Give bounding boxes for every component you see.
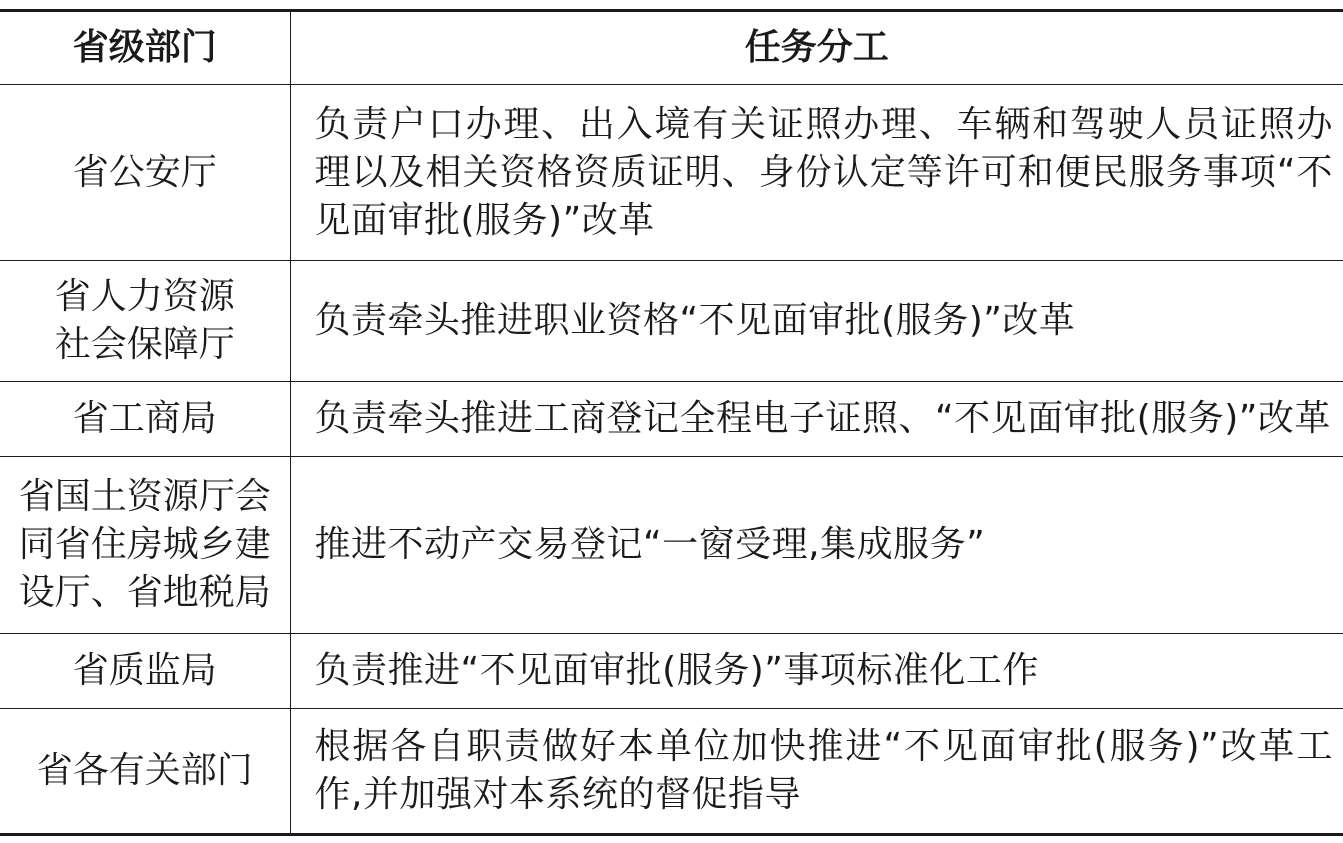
department-name: 社会保障厅 bbox=[54, 324, 235, 365]
department-name: 省工商局 bbox=[72, 398, 217, 439]
department-cell bbox=[0, 709, 290, 835]
table-row bbox=[0, 709, 1343, 835]
department-cell bbox=[0, 457, 290, 634]
task-cell: 负责推进“不见面审批(服务)”事项标准化工作 bbox=[314, 650, 1039, 691]
task-cell: 根据各自职责做好本单位加快推进“不见面审批(服务)”改革工作,并加强对本系统的督促指导 bbox=[314, 726, 1333, 815]
department-name: 设厅、省地税局 bbox=[18, 572, 271, 613]
department-cell bbox=[0, 634, 290, 709]
department-name: 省各有关部门 bbox=[36, 750, 253, 791]
table-header-row bbox=[0, 11, 1343, 85]
department-name: 省质监局 bbox=[72, 650, 217, 691]
department-cell bbox=[0, 382, 290, 457]
department-cell bbox=[0, 261, 290, 382]
table-row bbox=[0, 634, 1343, 709]
department-name: 省公安厅 bbox=[72, 151, 217, 193]
header-department: 省级部门 bbox=[0, 11, 290, 85]
table-row bbox=[0, 382, 1343, 457]
task-cell: 负责牵头推进工商登记全程电子证照、“不见面审批(服务)”改革 bbox=[314, 398, 1331, 439]
task-cell: 负责户口办理、出入境有关证照办理、车辆和驾驶人员证照办理以及相关资格资质证明、身份认定等许可和便民服务事项“不见面审批(服务)”改革 bbox=[314, 103, 1333, 241]
table-row bbox=[0, 457, 1343, 634]
task-cell: 推进不动产交易登记“一窗受理,集成服务” bbox=[314, 524, 986, 565]
department-cell bbox=[0, 85, 290, 261]
task-cell: 负责牵头推进职业资格“不见面审批(服务)”改革 bbox=[314, 300, 1076, 341]
table-row bbox=[0, 261, 1343, 382]
task-division-table bbox=[0, 9, 1343, 836]
department-name: 省人力资源 bbox=[54, 276, 235, 317]
department-name: 同省住房城乡建 bbox=[18, 524, 271, 565]
table-row bbox=[0, 85, 1343, 261]
department-name: 省国土资源厅会 bbox=[18, 476, 271, 517]
header-tasks: 任务分工 bbox=[744, 27, 889, 68]
